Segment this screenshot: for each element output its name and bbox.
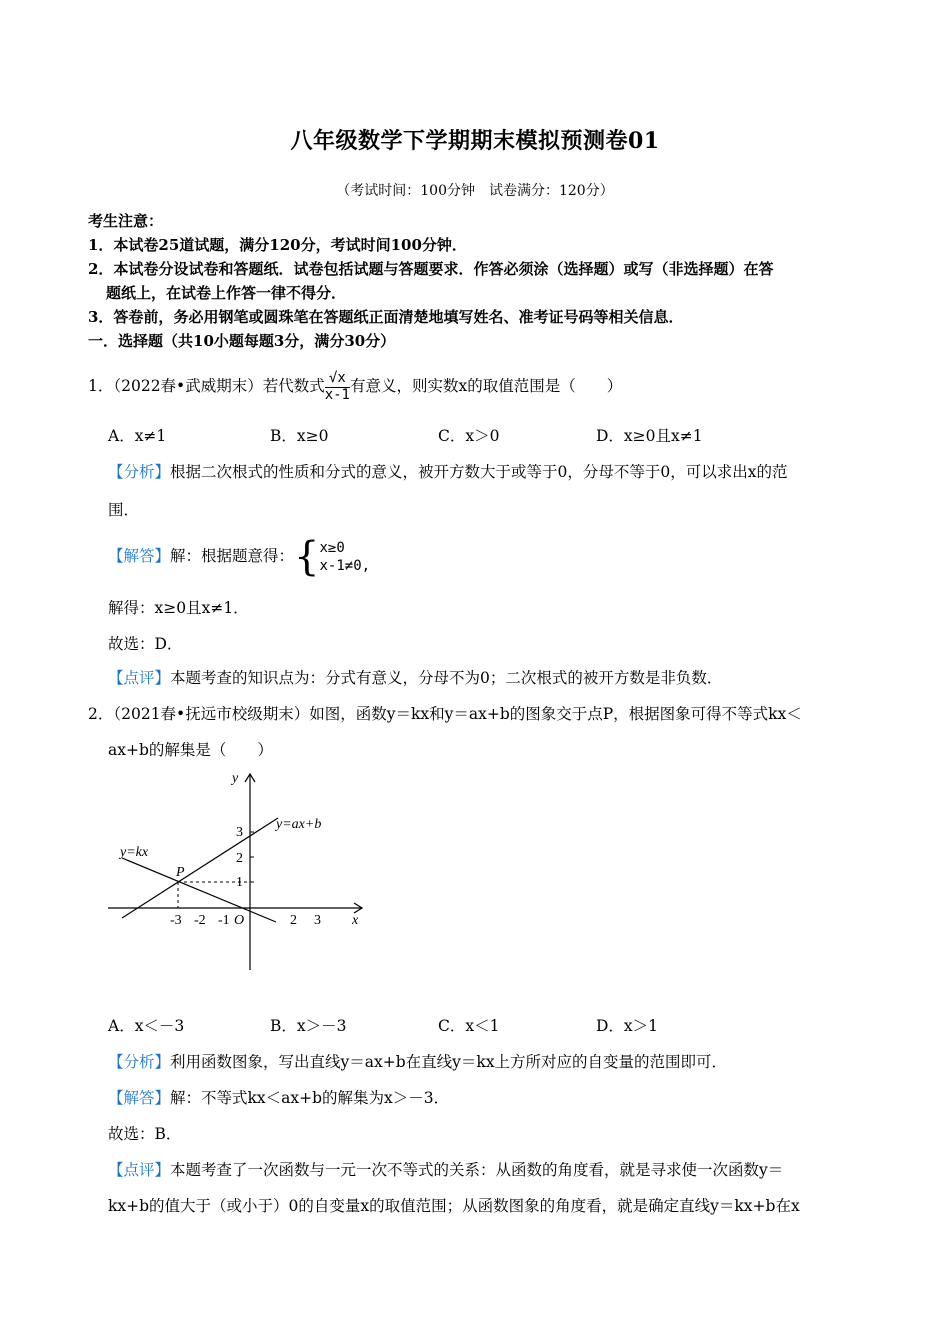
section-heading: 一．选择题（共10小题每题3分，满分30分）: [88, 332, 396, 350]
xtick-label: -3: [170, 913, 182, 928]
x-axis-label: x: [352, 913, 359, 928]
q1-analysis: [108, 460, 787, 482]
q2-comment-tag: 【点评】: [108, 1161, 171, 1179]
q2-comment: [108, 1158, 783, 1180]
line-kx-label: y=kx: [120, 845, 149, 860]
q1-analysis-tag: 【分析】: [108, 463, 171, 481]
ytick-label: 1: [236, 875, 243, 890]
q2-comment-text: 本题考查了一次函数与一元一次不等式的关系：从函数的角度看，就是寻求使一次函数y＝: [170, 1161, 784, 1179]
line-ax-plus-b-label: y=ax+b: [276, 817, 322, 832]
q1-comment-tag: 【点评】: [108, 669, 171, 687]
q1-comment: [108, 666, 722, 688]
notice-item-1: 1．本试卷25道试题，满分120分，考试时间100分钟．: [88, 236, 467, 254]
q1-option-d: D．x≥0且x≠1: [596, 427, 703, 445]
q1-answer-pre: 解：根据题意得：: [170, 547, 295, 565]
q1-option-c: C．x＞0: [438, 427, 500, 445]
q2-option-b: B．x＞－3: [270, 1017, 347, 1035]
q1-system: { x≥0 x-1≠0,: [294, 534, 371, 580]
q2-choice: 故选：B．: [108, 1125, 182, 1143]
q1-option-b: B．x≥0: [270, 427, 329, 445]
q2-analysis: [108, 1050, 727, 1072]
q2-answer-tag: 【解答】: [108, 1089, 171, 1107]
ytick-label: 2: [236, 851, 243, 866]
xtick-label: -1: [218, 913, 230, 928]
exam-info: （考试时间：100分钟 试卷满分：120分）: [336, 183, 614, 199]
question-2: 2．（2021春•抚远市校级期末）如图，函数y＝kx和y＝ax+b的图象交于点P，根据图象可得不等式kx＜: [88, 705, 802, 723]
point-p-label: P: [176, 865, 185, 880]
q1-stem-post: 有意义，则实数x的取值范围是（ ）: [350, 377, 623, 395]
q1-answer-tag: 【解答】: [108, 547, 171, 565]
q1-option-a: A．x≠1: [108, 427, 167, 445]
q1-solved: 解得：x≥0且x≠1．: [108, 599, 249, 617]
q1-comment-text: 本题考查的知识点为：分式有意义，分母不为0；二次根式的被开方数是非负数．: [170, 669, 723, 687]
notice-item-2: 2．本试卷分设试卷和答题纸．试卷包括试题与答题要求．作答必须涂（选择题）或写（非选择题）在答: [88, 260, 774, 278]
notice-item-3: 3．答卷前，务必用钢笔或圆珠笔在答题纸正面清楚地填写姓名、准考证号码等相关信息．: [88, 308, 684, 326]
q2-answer: [108, 1086, 449, 1108]
q1-frac-num: √x: [325, 371, 350, 387]
q1-analysis-text: 根据二次根式的性质和分式的意义，被开方数大于或等于0，分母不等于0，可以求出x的范: [170, 463, 788, 481]
q1-system-line-2: x-1≠0,: [319, 558, 371, 574]
y-axis-label: y: [232, 771, 239, 786]
notice-heading: 考生注意：: [88, 212, 164, 230]
q1-stem-pre: 1．（2022春•武威期末）若代数式: [88, 377, 325, 395]
question-2-cont: ax+b的解集是（ ）: [108, 741, 273, 759]
question-1: [88, 360, 622, 412]
q1-system-line-1: x≥0: [319, 539, 345, 556]
q1-analysis-cont: 围．: [108, 501, 140, 519]
q2-option-d: D．x＞1: [596, 1017, 659, 1035]
notice-item-2-cont: 题纸上，在试卷上作答一律不得分．: [106, 284, 347, 302]
q2-option-a: A．x＜－3: [108, 1017, 185, 1035]
q2-option-c: C．x＜1: [438, 1017, 500, 1035]
q1-fraction: [325, 371, 350, 403]
page-title: 八年级数学下学期期末模拟预测卷01: [290, 128, 660, 154]
q2-analysis-tag: 【分析】: [108, 1053, 171, 1071]
xtick-label: -2: [194, 913, 206, 928]
q2-graph: [100, 762, 370, 974]
origin-label: O: [234, 913, 245, 928]
xtick-label: 3: [314, 913, 321, 928]
q1-answer: [108, 530, 370, 582]
xtick-label: 2: [290, 913, 297, 928]
q2-answer-text: 解：不等式kx＜ax+b的解集为x＞－3．: [170, 1089, 450, 1107]
q2-analysis-text: 利用函数图象，写出直线y＝ax+b在直线y＝kx上方所对应的自变量的范围即可．: [170, 1053, 728, 1071]
q1-choice: 故选：D．: [108, 635, 183, 653]
q2-comment-cont: kx+b的值大于（或小于）0的自变量x的取值范围；从函数图象的角度看，就是确定直线y＝kx+b在x: [108, 1197, 800, 1215]
q1-frac-den: x-1: [324, 386, 350, 403]
ytick-label: 3: [236, 825, 243, 840]
